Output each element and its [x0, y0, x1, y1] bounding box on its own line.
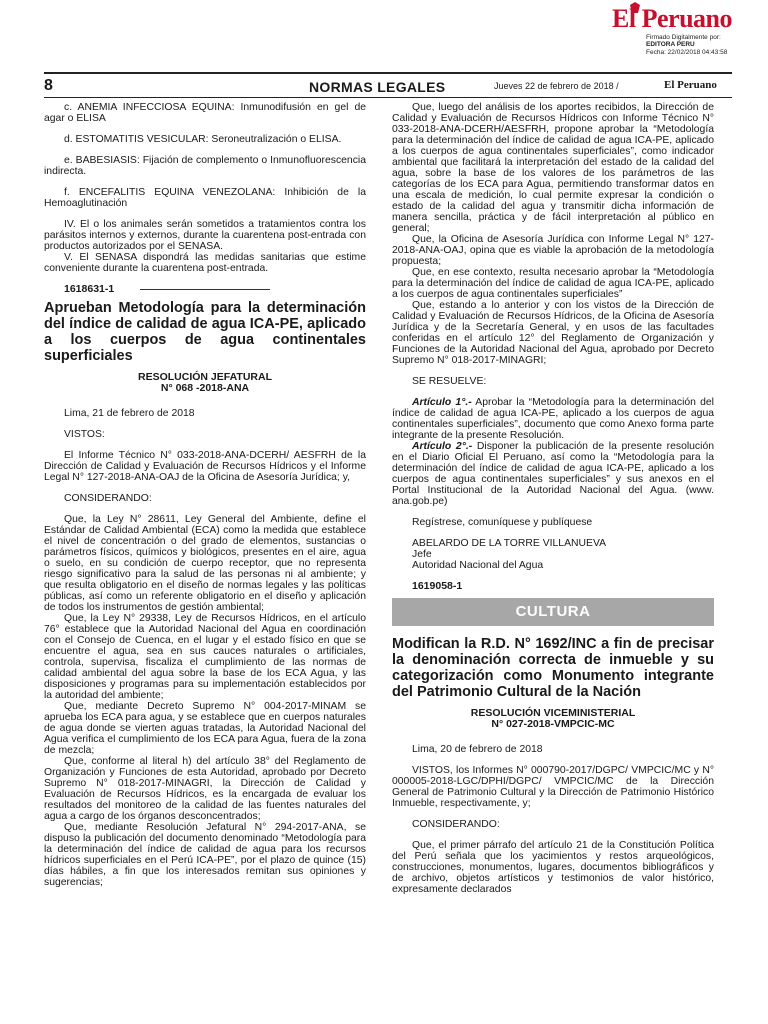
- publication-code: 1618631-1: [64, 283, 115, 295]
- paragraph: Que, la Oficina de Asesoría Jurídica con Informe Legal N° 127-2018-ANA-OAJ, opina que es viable la aprobación de la metodología propuesta;: [392, 234, 714, 267]
- article-2-label: Artículo 2°.-: [412, 441, 473, 452]
- vistos-text: VISTOS, los Informes N° 000790-2017/DGPC/ VMPCIC/MC y N° 000005-2018-LGC/DPHI/DGPC/ VMPCIC/MC de la Dirección General de Patrimonio Cultural y la Dirección de Patrimonio Histórico Inmueble, respectivamente, y;: [392, 765, 714, 809]
- dateline: Lima, 20 de febrero de 2018: [412, 744, 543, 755]
- signature-line: EDITORA PERU: [646, 41, 695, 49]
- vistos-label: VISTOS:: [64, 429, 105, 440]
- header-brand: El Peruano: [664, 79, 717, 91]
- paragraph: Que, mediante Resolución Jefatural N° 294-2017-ANA, se dispuso la publicación del documento denominado “Metodología para la determinación del índice de calidad de agua para los recursos hídricos superficiales en el Perú ICA-PE”, por el plazo de quince (15) días hábiles, a fin que los interesados remitan sus opiniones y sugerencias;: [44, 822, 366, 888]
- paragraph: Que, estando a lo anterior y con los vistos de la Dirección de Calidad y Evaluación de Recursos Hídricos, de la Oficina de Asesoría Jurídica y de la Secretaría General, y en usos de las facultades conferidas en el artículo 12° del Reglamento de Organización y Funciones de la Autoridad Nacional del Agua, aprobado por Decreto Supremo N° 018-2017-MINAGRI;: [392, 300, 714, 366]
- list-item: d. ESTOMATITIS VESICULAR: Seroneutralización o ELISA.: [64, 134, 342, 145]
- paragraph: Que, en ese contexto, resulta necesario aprobar la “Metodología para la determinación del índice de calidad de agua ICA-PE, aplicado a los cuerpos de agua continentales superficiales”: [392, 267, 714, 300]
- resolution-number: N° 068 -2018-ANA: [160, 382, 250, 394]
- header-rule: [44, 97, 732, 98]
- paragraph: Que, el primer párrafo del artículo 21 de la Constitución Política del Perú señala que los yacimientos y restos arqueológicos, construcciones, monumentos, lugares, documentos bibliográficos y de archivo, objetos artísticos y testimonios de valor histórico, expresamente declarados: [392, 840, 714, 895]
- resolution-heading: [392, 708, 714, 730]
- closing-formula: Regístrese, comuníquese y publíquese: [412, 517, 593, 528]
- paragraph: Que, mediante Decreto Supremo N° 004-2017-MINAM se aprueba los ECA para agua, y se establece que en cuerpos naturales de agua donde se vierten aguas tratadas, la Autoridad Nacional del Agua verifica el cumplimiento de los ECA para Agua, fuera de la zona de mezcla;: [44, 701, 366, 756]
- paragraph: Que, conforme al literal h) del artículo 38° del Reglamento de Organización y Funciones de esta Autoridad, aprobado por Decreto Supremo N° 018-2017-MINAGRI, la Dirección de Calidad y Evaluación de Recursos Hídricos, es la encargada de evaluar los resultados del monitoreo de la calidad de las fuentes naturales del agua a cargo de los órganos desconcentrados;: [44, 756, 366, 822]
- paragraph: Que, luego del análisis de los aportes recibidos, la Dirección de Calidad y Evaluación de Recursos Hídricos con Informe Técnico N° 033-2018-ANA-DCERH/AESFRH, propone aprobar la “Metodología para la determinación del índice de calidad de agua ICA-PE, aplicado a los cuerpos de agua continentales superficiales”, como indicador ambiental que facilitará la interpretación del estado de la calidad del agua, sobre la base de los valores de los parámetros de las categorías de los ECA para Agua, permitiendo transformar datos en una escala de medición, lo cual permite expresar la condición o estado de la calidad del agua y transmitir dicha información de manera sencilla, práctica y de fácil interpretación al público en general;: [392, 102, 714, 234]
- list-item: e. BABESIASIS: Fijación de complemento o Inmunofluorescencia indirecta.: [44, 155, 366, 177]
- article-1: [392, 397, 714, 441]
- section-band-cultura: CULTURA: [392, 598, 714, 626]
- left-column: [44, 102, 366, 888]
- dateline: Lima, 21 de febrero de 2018: [64, 408, 195, 419]
- resolution-number: N° 027-2018-VMPCIC-MC: [491, 718, 615, 730]
- divider: [140, 289, 270, 290]
- signer-block: [392, 538, 714, 571]
- resuelve-label: SE RESUELVE:: [412, 376, 487, 387]
- article-2-text: Disponer la publicación de la presente resolución en el Diario Oficial El Peruano, así como la “Metodología para la determinación del índice de calidad de agua ICA-PE, aplicado a los cuerpos de agua continentales superficiales” y sus anexos en el Portal Institucional de la Autoridad Nacional del Agua. (www. ana.gob.pe): [392, 441, 714, 507]
- page-header: [44, 77, 732, 97]
- digital-signature: [646, 34, 727, 56]
- list-item: f. ENCEFALITIS EQUINA VENEZOLANA: Inhibición de la Hemoaglutinación: [44, 187, 366, 209]
- signer-name: ABELARDO DE LA TORRE VILLANUEVA: [412, 538, 607, 549]
- article-1-text: Aprobar la “Metodología para la determinación del índice de calidad de agua ICA-PE, aplicado a los cuerpos de agua continentales superficiales”, documento que como Anexo forma parte integrante de la presente Resolución.: [392, 397, 714, 441]
- signer-institution: Autoridad Nacional del Agua: [412, 560, 544, 571]
- signature-line: Fecha: 22/02/2018 04:43:58: [646, 48, 728, 56]
- page-number: 8: [44, 77, 53, 94]
- article-2: [392, 441, 714, 507]
- paragraph: Que, la Ley N° 28611, Ley General del Ambiente, define el Estándar de Calidad Ambiental (ECA) como la medida que establece el nivel de concentración o del grado de elementos, sustancias o parámetros físicos, químicos y biológicos, presentes en el aire, agua o suelo, en su condición de cuerpo receptor, que no representa riesgo significativo para la salud de las personas ni al ambiente; y que resulta obligatorio en el diseño de normas legales y las políticas públicas, así como un referente obligatorio en el diseño y aplicación de todos los instrumentos de gestión ambiental;: [44, 514, 366, 613]
- list-item: V. El SENASA dispondrá las medidas sanitarias que estime conveniente durante la cuarentena post-entrada.: [44, 252, 366, 274]
- resolution-heading: [44, 372, 366, 394]
- el-peruano-logo: El Peruano: [612, 4, 732, 33]
- article-title: Aprueban Metodología para la determinación del índice de calidad de agua ICA-PE, aplicado a los cuerpos de agua continentales superficiales: [44, 300, 366, 364]
- article-1-label: Artículo 1°.-: [412, 397, 472, 408]
- section-title: NORMAS LEGALES: [309, 79, 446, 95]
- right-column: [392, 102, 714, 895]
- header-rule: [44, 72, 732, 74]
- article-title: Modifican la R.D. N° 1692/INC a fin de precisar la denominación correcta de inmueble y su categorización como Monumento integrante del Patrimonio Cultural de la Nación: [392, 636, 714, 700]
- list-item: IV. El o los animales serán sometidos a tratamientos contra los parásitos internos y externos, durante la cuarentena post-entrada con productos autorizados por el SENASA.: [44, 219, 366, 252]
- considerando-label: CONSIDERANDO:: [412, 819, 500, 830]
- signature-line: Firmado Digitalmente por:: [646, 34, 721, 41]
- considerando-label: CONSIDERANDO:: [64, 493, 152, 504]
- signer-position: Jefe: [412, 549, 432, 560]
- publication-code: 1619058-1: [412, 580, 463, 592]
- list-item: c. ANEMIA INFECCIOSA EQUINA: Inmunodifusión en gel de agar o ELISA: [44, 102, 366, 124]
- resolution-type: RESOLUCIÓN VICEMINISTERIAL: [470, 707, 636, 719]
- resolution-type: RESOLUCIÓN JEFATURAL: [138, 371, 272, 383]
- issue-date: Jueves 22 de febrero de 2018 /: [494, 81, 619, 91]
- vistos-text: El Informe Técnico N° 033-2018-ANA-DCERH/ AESFRH de la Dirección de Calidad y Evaluación de Recursos Hídricos y el Informe Legal N° 127-2018-ANA-OAJ de la Oficina de Asesoría Jurídica; y,: [44, 450, 366, 483]
- paragraph: Que, la Ley N° 29338, Ley de Recursos Hídricos, en el artículo 76° establece que la Autoridad Nacional del Agua en coordinación con el Consejo de Cuenca, en el lugar y el estado físico en que se encuentre el agua, sea en sus cauces naturales o artificiales, controla, supervisa, fiscaliza el cumplimiento de las normas de calidad ambiental del agua sobre la base de los ECA Agua, y las disposiciones y programas para su implementación establecidos por la autoridad del ambiente;: [44, 613, 366, 701]
